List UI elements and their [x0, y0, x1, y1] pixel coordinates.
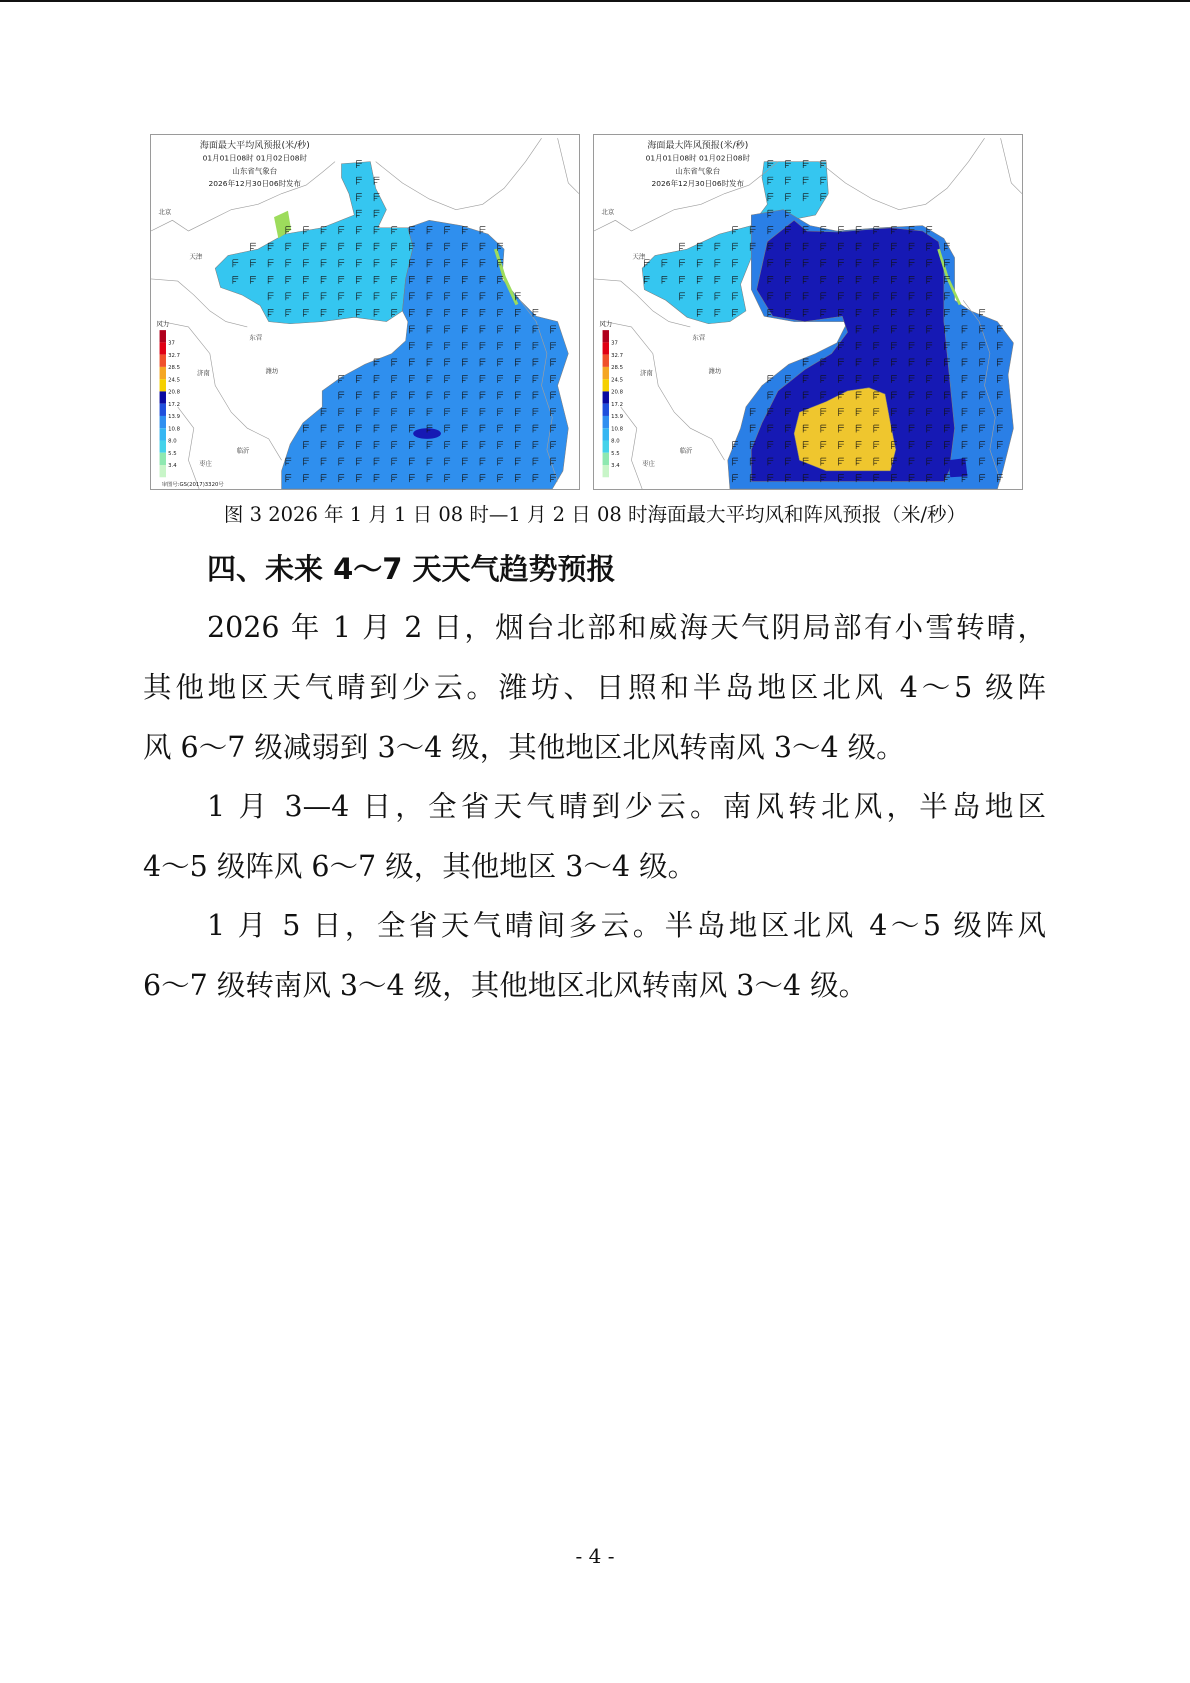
legend-color-band: [603, 416, 609, 428]
legend-color-band: [160, 440, 166, 452]
legend-value-label: 13.9: [168, 414, 181, 421]
legend-value-label: 8.0: [168, 438, 177, 445]
legend-value-label: 10.8: [611, 426, 624, 433]
map-issue-time: 2026年12月30日06时发布: [651, 179, 745, 189]
legend-value-label: 17.2: [168, 401, 181, 408]
legend-value-label: 5.5: [168, 450, 177, 457]
legend-header: 风力: [156, 319, 170, 328]
legend-value-label: 32.7: [168, 352, 181, 359]
legend-value-label: 5.5: [611, 450, 620, 457]
city-label: 临沂: [679, 446, 693, 455]
mean-wind-map-canvas: [151, 135, 579, 489]
legend-color-band: [160, 355, 166, 367]
mean-wind-map-layer: [151, 135, 579, 489]
legend-value-label: 37: [611, 340, 618, 347]
city-label: 济南: [640, 368, 653, 377]
mean-wind-forecast-map: [150, 134, 580, 490]
legend-color-band: [160, 367, 166, 379]
legend-value-label: 3.4: [611, 463, 620, 470]
legend-color-band: [603, 404, 609, 416]
legend-value-label: 20.8: [611, 389, 624, 396]
city-label: 北京: [158, 207, 172, 216]
legend-color-band: [160, 330, 166, 342]
legend-value-label: 3.4: [168, 463, 177, 470]
legend-value-label: 13.9: [611, 414, 624, 421]
paragraph-line: 6～7 级转南风 3～4 级，其他地区北风转南风 3～4 级。: [143, 969, 868, 1002]
legend-color-band: [603, 330, 609, 342]
paragraph-line: 风 6～7 级减弱到 3～4 级，其他地区北风转南风 3～4 级。: [143, 731, 905, 764]
city-label: 济南: [197, 368, 210, 377]
city-label: 潍坊: [708, 366, 722, 375]
map-approval-number: 审图号:GS(2017)3320号: [161, 481, 224, 488]
city-label: 东营: [692, 333, 706, 342]
legend-color-band: [603, 355, 609, 367]
city-label: 枣庄: [199, 459, 212, 468]
page-number: - 4 -: [575, 1544, 615, 1568]
section-heading: 四、未来 4～7 天天气趋势预报: [207, 552, 616, 586]
legend-value-label: 24.5: [168, 377, 181, 384]
paragraph-line: 1 月 3—4 日，全省天气晴到少云。南风转北风，半岛地区: [207, 790, 1046, 823]
legend-color-band: [603, 465, 609, 477]
legend-value-label: 28.5: [611, 365, 624, 372]
map-period: 01月01日08时 01月02日08时: [202, 153, 307, 163]
legend-value-label: 32.7: [611, 352, 624, 359]
legend-value-label: 24.5: [611, 377, 624, 384]
city-label: 枣庄: [642, 459, 655, 468]
legend-color-band: [160, 465, 166, 477]
legend-color-band: [160, 379, 166, 391]
legend-color-band: [603, 342, 609, 354]
legend-color-band: [160, 428, 166, 440]
legend-value-label: 20.8: [168, 389, 181, 396]
map-title: 海面最大平均风预报(米/秒): [199, 140, 310, 151]
legend-color-band: [603, 391, 609, 403]
city-label: 北京: [601, 207, 615, 216]
legend-color-band: [160, 453, 166, 465]
legend-color-band: [160, 404, 166, 416]
map-issuer: 山东省气象台: [232, 166, 278, 176]
legend-color-band: [603, 428, 609, 440]
city-label: 临沂: [236, 446, 250, 455]
map-issue-time: 2026年12月30日06时发布: [208, 179, 302, 189]
map-issuer: 山东省气象台: [675, 166, 721, 176]
legend-color-band: [160, 391, 166, 403]
city-label: 天津: [632, 252, 646, 261]
city-label: 天津: [189, 252, 203, 261]
city-label: 潍坊: [265, 366, 279, 375]
map-period: 01月01日08时 01月02日08时: [645, 153, 750, 163]
legend-color-band: [603, 440, 609, 452]
gust-map-canvas: [594, 135, 1022, 489]
top-rule: [0, 0, 1190, 2]
legend-value-label: 8.0: [611, 438, 620, 445]
legend-value-label: 28.5: [168, 365, 181, 372]
legend-color-band: [603, 379, 609, 391]
legend-color-band: [603, 367, 609, 379]
paragraph-line: 2026 年 1 月 2 日，烟台北部和威海天气阴局部有小雪转晴，: [207, 611, 1046, 644]
legend-header: 风力: [599, 319, 613, 328]
city-label: 东营: [249, 333, 263, 342]
paragraph-line: 4～5 级阵风 6～7 级，其他地区 3～4 级。: [143, 850, 697, 883]
paragraph-line: 1 月 5 日，全省天气晴间多云。半岛地区北风 4～5 级阵风: [207, 909, 1046, 942]
map-title: 海面最大阵风预报(米/秒): [647, 140, 749, 151]
gust-map-layer: [594, 135, 1022, 489]
figure-caption: 图 3 2026 年 1 月 1 日 08 时—1 月 2 日 08 时海面最大平均风和阵风预报（米/秒）: [223, 503, 967, 526]
legend-color-band: [160, 342, 166, 354]
legend-value-label: 37: [168, 340, 175, 347]
legend-value-label: 10.8: [168, 426, 181, 433]
gust-forecast-map: [593, 134, 1023, 490]
legend-color-band: [160, 416, 166, 428]
paragraph-line: 其他地区天气晴到少云。潍坊、日照和半岛地区北风 4～5 级阵: [143, 671, 1046, 704]
legend-color-band: [603, 453, 609, 465]
legend-value-label: 17.2: [611, 401, 624, 408]
